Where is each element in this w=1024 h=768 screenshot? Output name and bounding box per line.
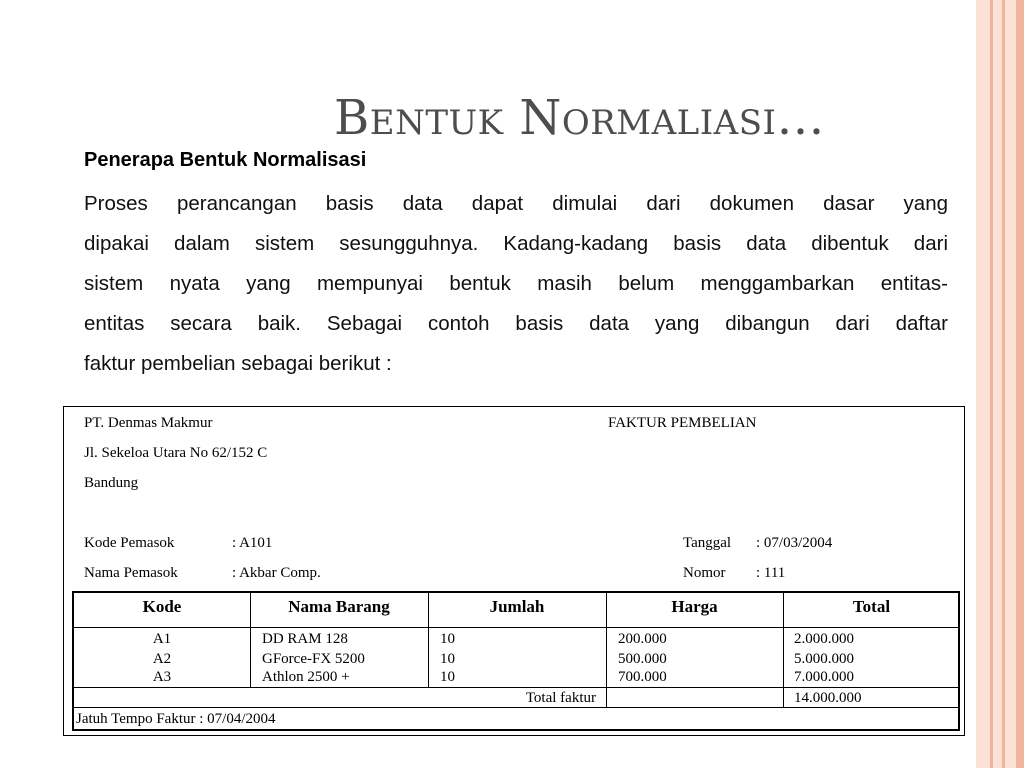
section-heading: Penerapa Bentuk Normalisasi: [84, 149, 367, 171]
company-name: PT. Denmas Makmur: [84, 415, 213, 431]
stripe-6: [1016, 0, 1024, 768]
supplier-name-label: Nama Pemasok: [84, 565, 178, 581]
row-2-total: 5.000.000: [794, 651, 854, 667]
paragraph-line-3: sistem nyata yang mempunyai bentuk masih belum menggambarkan entitas-: [84, 272, 948, 295]
supplier-name-value: : Akbar Comp.: [232, 565, 321, 581]
number-value: : 111: [756, 565, 786, 581]
row-1-total: 2.000.000: [794, 631, 854, 647]
supplier-code-label: Kode Pemasok: [84, 535, 175, 551]
row-3-jumlah: 10: [440, 669, 455, 685]
due-date: Jatuh Tempo Faktur : 07/04/2004: [76, 711, 276, 727]
invoice-document: [63, 406, 965, 736]
row-2-jumlah: 10: [440, 651, 455, 667]
row-2-harga: 500.000: [618, 651, 667, 667]
date-value: : 07/03/2004: [756, 535, 833, 551]
company-city: Bandung: [84, 475, 139, 491]
row-1-kode: A1: [152, 631, 172, 647]
total-faktur-label: Total faktur: [525, 690, 596, 706]
slide-title: Bentuk Normaliasi…: [334, 90, 825, 146]
row-3-harga: 700.000: [618, 669, 667, 685]
items-table: [72, 591, 960, 731]
items-bottom-rule: [74, 687, 958, 688]
decorative-stripes: [976, 0, 1024, 768]
row-3-total: 7.000.000: [794, 669, 854, 685]
row-3-nama: Athlon 2500 +: [262, 669, 350, 685]
date-label: Tanggal: [683, 535, 732, 551]
total-faktur-value: 14.000.000: [794, 690, 862, 706]
paragraph-line-4: entitas secara baik. Sebagai contoh basis data yang dibangun dari daftar: [84, 312, 948, 335]
row-1-jumlah: 10: [440, 631, 455, 647]
col-header-kode: Kode: [142, 597, 182, 616]
col-header-nama-barang: Nama Barang: [288, 597, 390, 616]
col-header-harga: Harga: [671, 597, 718, 616]
supplier-code-value: : A101: [232, 535, 273, 551]
body-paragraph: [84, 184, 948, 384]
row-3-kode: A3: [152, 669, 172, 685]
row-1-nama: DD RAM 128: [262, 631, 348, 647]
stripe-3: [993, 0, 1002, 768]
row-2-kode: A2: [152, 651, 172, 667]
header-rule: [74, 627, 958, 628]
paragraph-line-1: Proses perancangan basis data dapat dimulai dari dokumen dasar yang: [84, 192, 948, 215]
invoice-title: FAKTUR PEMBELIAN: [608, 415, 757, 431]
stripe-1: [976, 0, 990, 768]
company-address: Jl. Sekeloa Utara No 62/152 C: [84, 445, 268, 461]
col-header-jumlah: Jumlah: [489, 597, 545, 616]
col-header-total: Total: [852, 597, 891, 616]
stripe-5: [1005, 0, 1016, 768]
paragraph-line-2: dipakai dalam sistem sesungguhnya. Kadang-kadang basis data dibentuk dari: [84, 232, 948, 255]
total-bottom-rule: [74, 707, 958, 708]
paragraph-line-5: faktur pembelian sebagai berikut :: [84, 352, 392, 375]
number-label: Nomor: [683, 565, 726, 581]
row-2-nama: GForce-FX 5200: [262, 651, 365, 667]
row-1-harga: 200.000: [618, 631, 667, 647]
